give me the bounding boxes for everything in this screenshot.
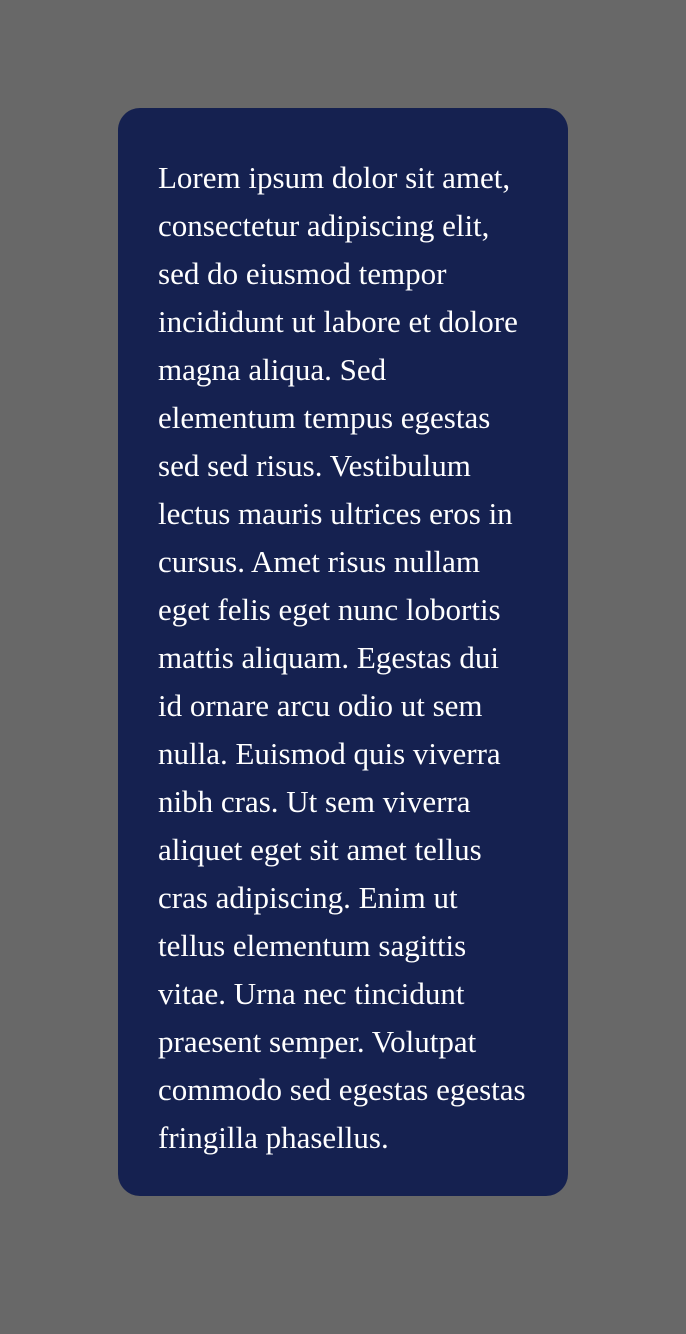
card-body-text: Lorem ipsum dolor sit amet, consectetur adipiscing elit, sed do eiusmod tempor incididunt ut labore et dolore magna aliqua. Sed elementum tempus egestas sed sed risus. Vestibulum lectus mauris ultrices eros in cursus. Amet risus nullam eget felis eget nunc lobortis mattis aliquam. Egestas dui id ornare arcu odio ut sem nulla. Euismod quis viverra nibh cras. Ut sem viverra aliquet eget sit amet tellus cras adipiscing. Enim ut tellus elementum sagittis vitae. Urna nec tincidunt praesent semper. Volutpat commodo sed egestas egestas fringilla phasellus.	[158, 160, 526, 1155]
text-card	[118, 108, 568, 1196]
